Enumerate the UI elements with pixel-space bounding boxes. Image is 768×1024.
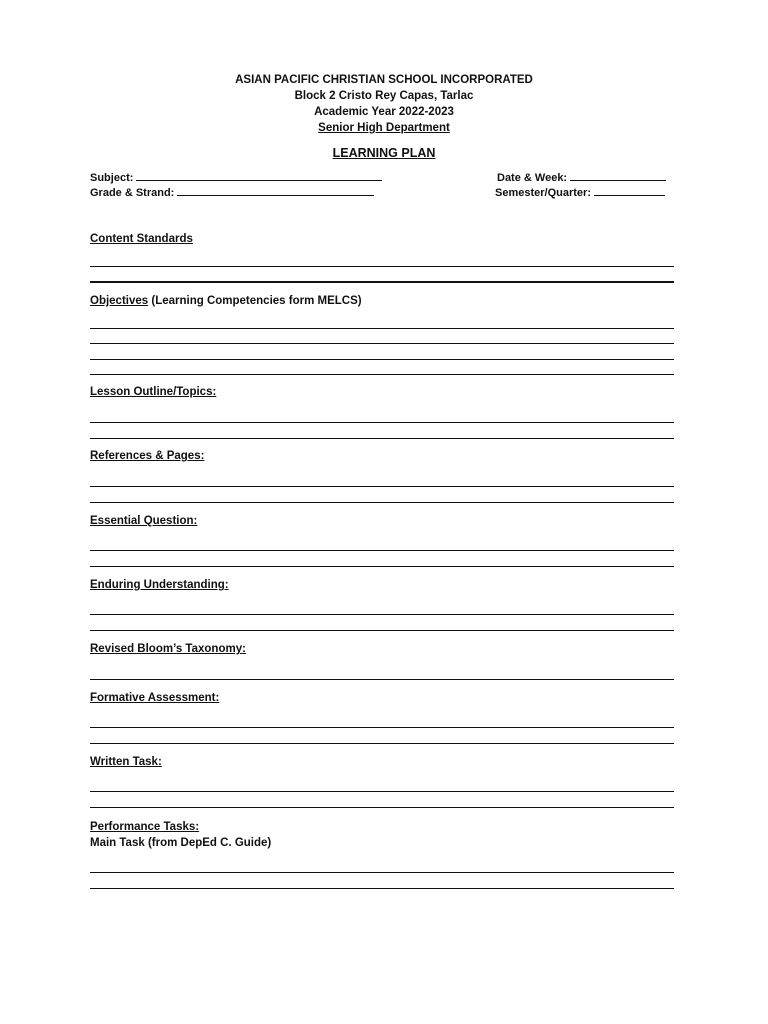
grade-strand-field <box>90 185 374 200</box>
references-line-2[interactable] <box>90 502 674 503</box>
blooms-taxonomy-heading: Revised Bloom’s Taxonomy: <box>90 643 246 655</box>
objectives-line-2[interactable] <box>90 343 674 344</box>
performance-tasks-heading: Performance Tasks: <box>90 821 200 833</box>
academic-year: Academic Year 2022-2023 <box>314 106 454 118</box>
page-title <box>0 145 768 161</box>
content-standards-line-2[interactable] <box>90 281 674 283</box>
grade-strand-label: Grade & Strand: <box>90 187 175 199</box>
page-title-label: LEARNING PLAN <box>332 146 436 160</box>
written-task-line-1[interactable] <box>90 791 674 792</box>
semester-quarter-blank[interactable] <box>594 185 665 196</box>
school-address: Block 2 Cristo Rey Capas, Tarlac <box>294 90 474 102</box>
essential-question-line-2[interactable] <box>90 566 674 567</box>
objectives-heading <box>90 294 362 308</box>
formative-assessment-line-1[interactable] <box>90 727 674 728</box>
main-task-line-2[interactable] <box>90 888 674 889</box>
formative-assessment-heading: Formative Assessment: <box>90 692 220 704</box>
subject-field <box>90 170 382 185</box>
objectives-line-1[interactable] <box>90 328 674 329</box>
objectives-line-4[interactable] <box>90 374 674 375</box>
written-task-heading: Written Task: <box>90 756 162 768</box>
date-week-label: Date & Week: <box>497 172 568 184</box>
lesson-outline-line-2[interactable] <box>90 438 674 439</box>
content-standards-line-1[interactable] <box>90 266 674 267</box>
essential-question-line-1[interactable] <box>90 550 674 551</box>
main-task-label: Main Task (from DepEd C. Guide) <box>90 837 272 849</box>
school-name: ASIAN PACIFIC CHRISTIAN SCHOOL INCORPORATED <box>235 74 533 86</box>
department-label: Senior High Department <box>318 122 450 134</box>
content-standards-heading: Content Standards <box>90 233 193 245</box>
references-heading: References & Pages: <box>90 450 205 462</box>
objectives-note: (Learning Competencies form MELCS) <box>151 295 362 307</box>
objectives-line-3[interactable] <box>90 359 674 360</box>
lesson-outline-line-1[interactable] <box>90 422 674 423</box>
main-task-line-1[interactable] <box>90 872 674 873</box>
subject-label: Subject: <box>90 172 134 184</box>
enduring-understanding-line-2[interactable] <box>90 630 674 631</box>
lesson-outline-heading: Lesson Outline/Topics: <box>90 386 217 398</box>
subject-blank[interactable] <box>136 170 382 181</box>
enduring-understanding-heading: Enduring Understanding: <box>90 579 229 591</box>
enduring-understanding-line-1[interactable] <box>90 614 674 615</box>
blooms-taxonomy-line-1[interactable] <box>90 679 674 680</box>
essential-question-heading: Essential Question: <box>90 515 198 527</box>
date-week-blank[interactable] <box>570 170 666 181</box>
date-week-field <box>497 170 666 185</box>
department <box>0 120 768 136</box>
written-task-line-2[interactable] <box>90 807 674 808</box>
semester-quarter-label: Semester/Quarter: <box>495 187 591 199</box>
objectives-label: Objectives <box>90 295 149 307</box>
semester-quarter-field <box>495 185 665 200</box>
references-line-1[interactable] <box>90 486 674 487</box>
grade-strand-blank[interactable] <box>177 185 374 196</box>
formative-assessment-line-2[interactable] <box>90 743 674 744</box>
